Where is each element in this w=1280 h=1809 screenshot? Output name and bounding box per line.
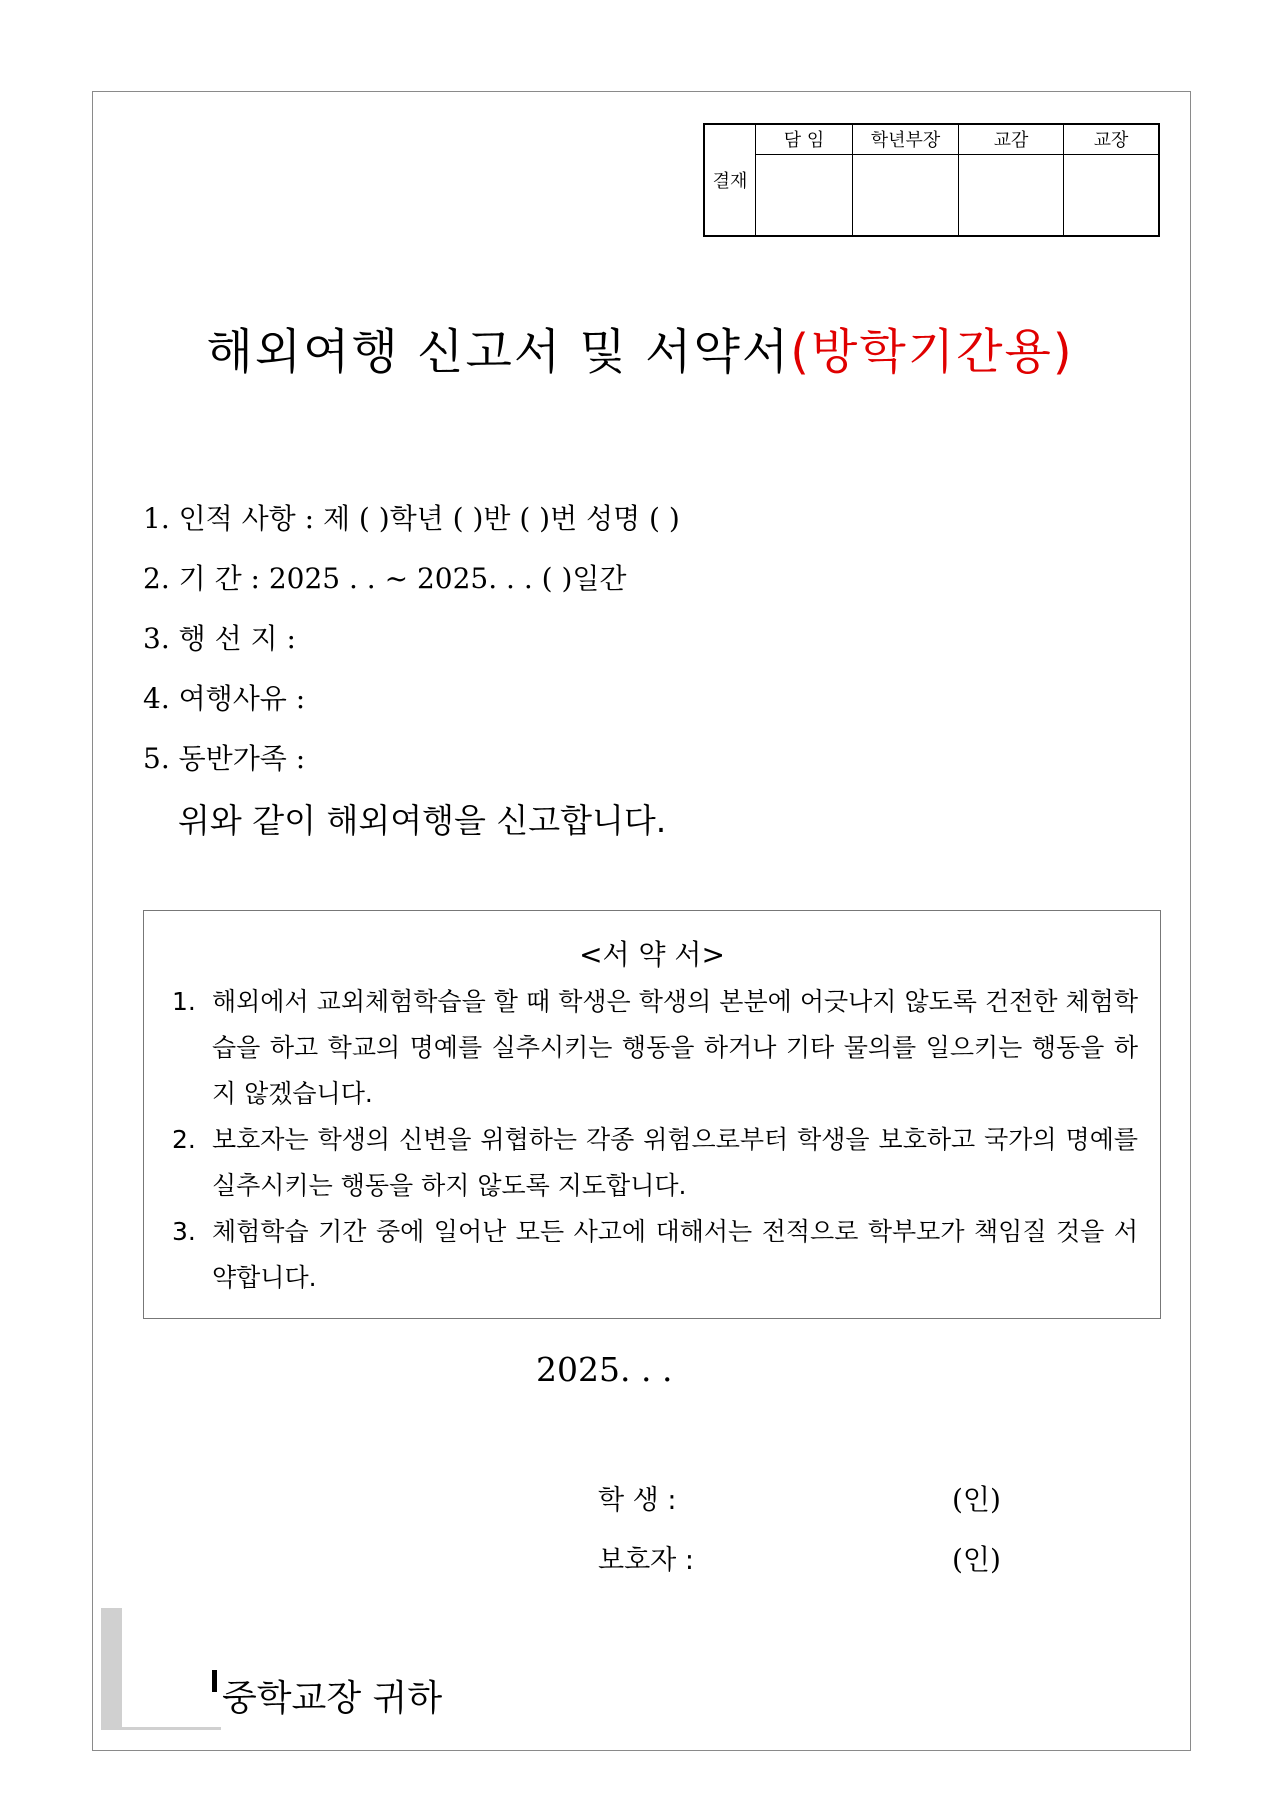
corner-mark-bar (101, 1608, 122, 1728)
field-period: 2. 기 간 : 2025 . . ~ 2025. . . ( )일간 (143, 562, 627, 595)
pledge-title: <서 약 서> (579, 938, 725, 971)
pledge-box (143, 910, 1161, 1319)
text-cursor-mark (212, 1670, 217, 1692)
guardian-seal: (인) (952, 1543, 1001, 1576)
pledge-item (172, 979, 1138, 1117)
pledge-item-text: 보호자는 학생의 신변을 위협하는 각종 위험으로부터 학생을 보호하고 국가의 명예를 실추시키는 행동을 하지 않도록 지도합니다. (212, 1125, 1138, 1200)
approval-header-principal: 교장 (1064, 124, 1160, 154)
student-signature-label: 학 생 : (598, 1485, 677, 1516)
pledge-list (172, 979, 1138, 1301)
approval-sign-cell[interactable] (1064, 154, 1160, 236)
page-title (0, 313, 1280, 382)
pledge-item-number: 2. (172, 1125, 196, 1154)
date-line: 2025. . . (536, 1350, 673, 1389)
title-sub: (방학기간용) (790, 324, 1074, 380)
approval-row-label: 결재 (704, 124, 756, 236)
pledge-item (172, 1209, 1138, 1301)
guardian-signature-label: 보호자 : (598, 1545, 694, 1576)
pledge-item-number: 3. (172, 1217, 196, 1246)
student-seal: (인) (952, 1483, 1001, 1516)
approval-table (703, 123, 1160, 237)
approval-sign-cell[interactable] (853, 154, 959, 236)
field-destination: 3. 행 선 지 : (143, 622, 296, 655)
field-personal-info: 1. 인적 사항 : 제 ( )학년 ( )반 ( )번 성명 ( ) (143, 502, 680, 535)
approval-sign-cell[interactable] (959, 154, 1064, 236)
recipient: 중학교장 귀하 (222, 1678, 443, 1719)
field-reason: 4. 여행사유 : (143, 682, 306, 715)
approval-header-grade-head: 학년부장 (853, 124, 959, 154)
pledge-item-text: 해외에서 교외체험학습을 할 때 학생은 학생의 본분에 어긋나지 않도록 건전한 체험학습을 하고 학교의 명예를 실추시키는 행동을 하거나 기타 물의를 일으키는 행동을 하지 않겠습니다. (212, 987, 1138, 1108)
declaration: 위와 같이 해외여행을 신고합니다. (178, 801, 667, 840)
title-main: 해외여행 신고서 및 서약서 (206, 324, 791, 380)
pledge-item-number: 1. (172, 987, 196, 1016)
pledge-item-text: 체험학습 기간 중에 일어난 모든 사고에 대해서는 전적으로 학부모가 책임질 것을 서약합니다. (212, 1217, 1138, 1292)
field-family: 5. 동반가족 : (143, 742, 306, 775)
approval-header-vice-principal: 교감 (959, 124, 1064, 154)
corner-mark-line (101, 1727, 221, 1730)
approval-sign-cell[interactable] (756, 154, 853, 236)
approval-header-homeroom: 담 임 (756, 124, 853, 154)
pledge-item (172, 1117, 1138, 1209)
